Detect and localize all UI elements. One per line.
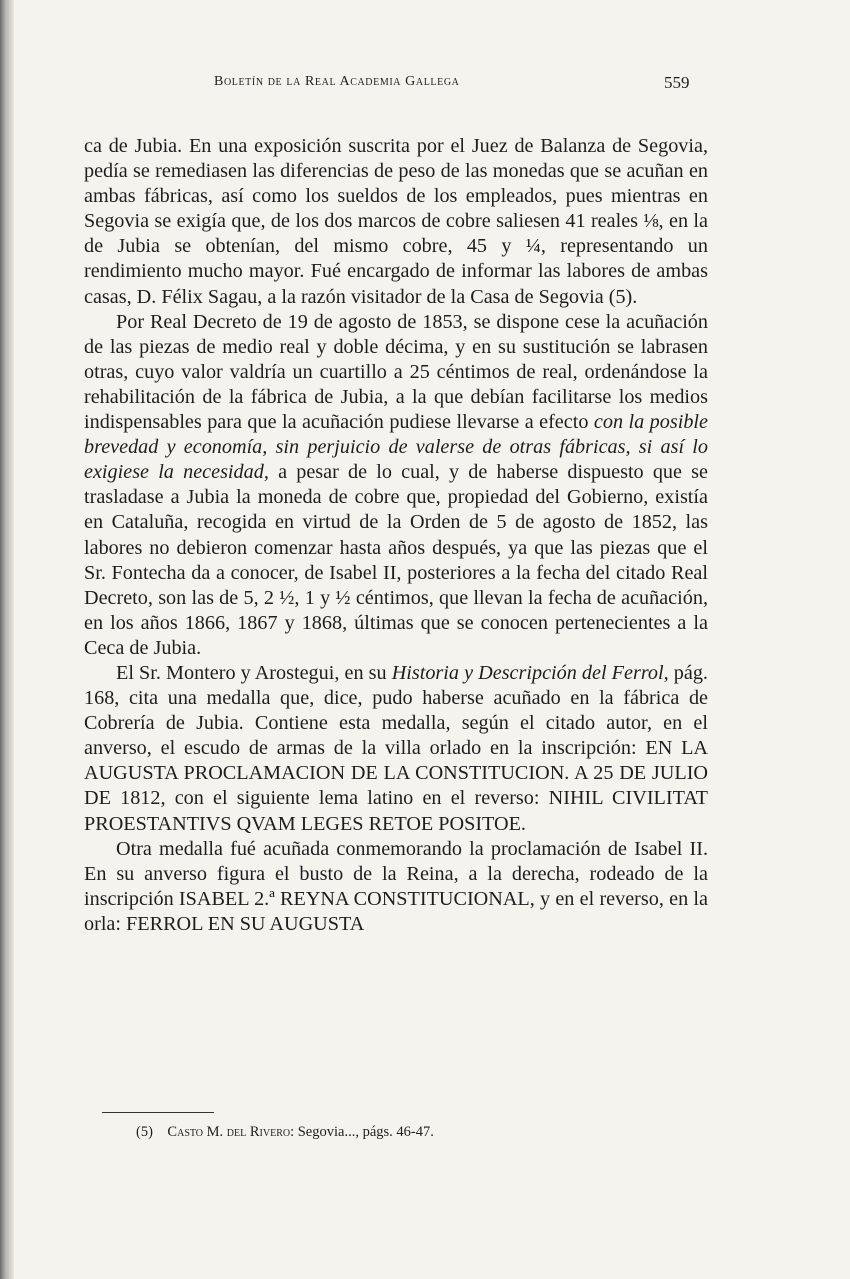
paragraph-3-book-title: Historia y Descripción del Ferrol, (391, 661, 669, 684)
running-title: Boletín de la Real Academia Gallega (214, 74, 460, 89)
paragraph-2-text-a: Por Real Decreto de 19 de agosto de 1853, se dispone cese la acuñación de las piezas de medio real y doble décima, y en su sustitución se labrasen otras, cuyo valor valdría un cuartillo a 25 céntimos de real, ordenándose la rehabilitación de la fábrica de Jubia, a la que debían facilitarse los medios indispensables para que la acuñación pudiese llevarse a efecto (84, 310, 708, 434)
footnote-divider (102, 1112, 214, 1113)
paragraph-1 (84, 134, 708, 310)
footnote-author: Casto M. del Rivero: (167, 1124, 295, 1140)
paragraph-4-text: Otra medalla fué acuñada conmemorando la proclamación de Isabel II. En su anverso figura el busto de la Reina, a la derecha, rodeado de la inscripción ISABEL 2.ª REYNA CONSTITUCIONAL, y en el reverso, en la orla: FERROL EN SU AUGUSTA (84, 837, 708, 935)
paragraph-2 (84, 310, 708, 661)
paragraph-3-text-a: El Sr. Montero y Arostegui, en su (116, 661, 392, 684)
body-text (84, 134, 708, 937)
paragraph-3 (84, 661, 708, 837)
paragraph-3-text-b: pág. 168, cita una medalla que, dice, pudo haberse acuñado en la fábrica de Cobrería de Jubia. Contiene esta medalla, según el citado autor, en el anverso, el escudo de armas de la villa orlado en la inscripción: EN LA AUGUSTA PROCLAMACION DE LA CONSTITUCION. A 25 DE JULIO DE 1812, con el siguiente lema latino en el reverso: NIHIL CIVILITAT PROESTANTIVS QVAM LEGES RETOE POSITOE. (84, 661, 708, 835)
binding-edge (0, 0, 14, 1279)
paragraph-2-italic-quote: con la posible brevedad y economía, sin perjuicio de valerse de otras fábricas, si así lo exigiese la necesidad, (84, 411, 708, 484)
footnote-marker: (5) (136, 1124, 153, 1140)
footnote (136, 1124, 696, 1141)
footnote-text: Segovia..., págs. 46-47. (297, 1124, 434, 1140)
page-number: 559 (664, 73, 690, 92)
paragraph-2-text-b: a pesar de lo cual, y de haberse dispuesto que se trasladase a Jubia la moneda de cobre que, propiedad del Gobierno, existía en Cataluña, recogida en virtud de la Orden de 5 de agosto de 1852, las labores no debieron comenzar hasta años después, ya que las piezas que el Sr. Fontecha da a conocer, de Isabel II, posteriores a la fecha del citado Real Decreto, son las de 5, 2 ½, 1 y ½ céntimos, que llevan la fecha de acuñación, en los años 1866, 1867 y 1868, últimas que se conocen pertenecientes a la Ceca de Jubia. (84, 461, 708, 659)
paragraph-4 (84, 837, 708, 937)
paragraph-1-text: ca de Jubia. En una exposición suscrita por el Juez de Balanza de Segovia, pedía se remediasen las diferencias de peso de las monedas que se acuñan en ambas fábricas, así como los sueldos de los empleados, pues mientras en Segovia se exigía que, de los dos marcos de cobre saliesen 41 reales ⅛, en la de Jubia se obtenían, del mismo cobre, 45 y ¼, representando un rendimiento mucho mayor. Fué encargado de informar las labores de ambas casas, D. Félix Sagau, a la razón visitador de la Casa de Segovia (5). (84, 135, 708, 308)
